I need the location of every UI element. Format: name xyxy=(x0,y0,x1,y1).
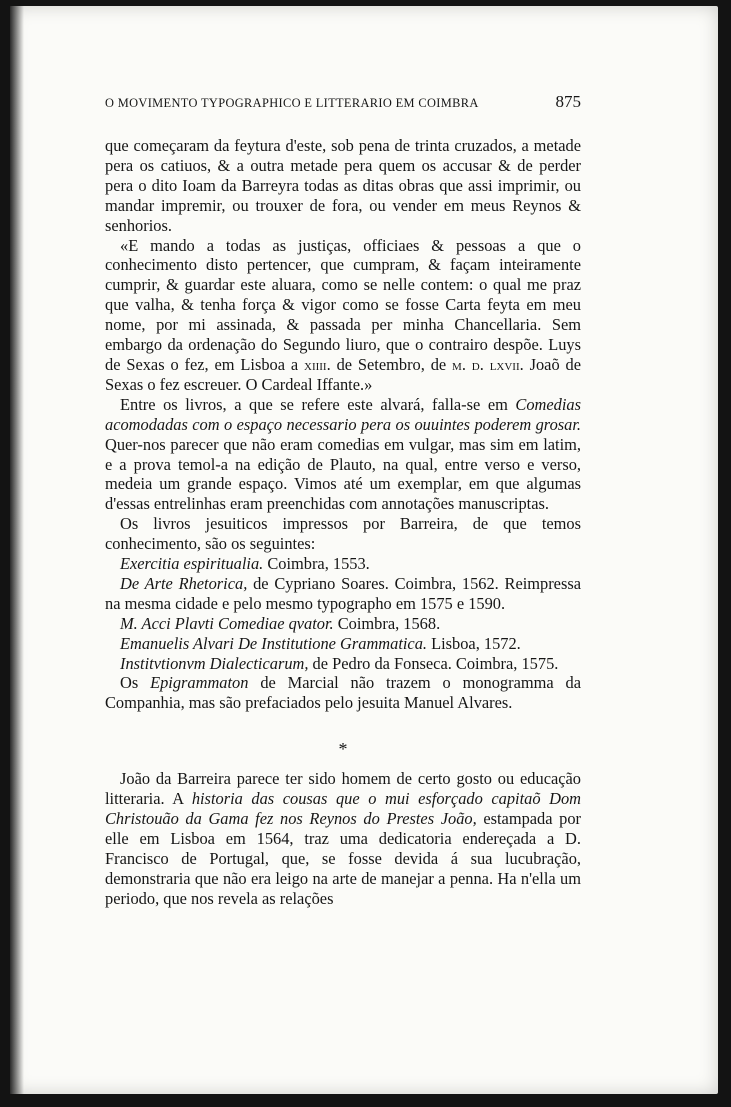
decree-roman-day: xiiii xyxy=(304,354,327,374)
historia-title: historia das cousas que o mui esforçado capitaõ Dom Christouão da Gama fez nos Reynos do Prestes João, xyxy=(105,789,581,829)
paragraph-barreira xyxy=(105,769,581,908)
page-number: 875 xyxy=(555,92,581,111)
text-body xyxy=(105,136,581,909)
epigrammaton-text: de Marcial não trazem o monogramma da Companhia, mas são prefaciados pelo jesuita Manuel Alvares. xyxy=(105,673,581,713)
bib-entry xyxy=(105,634,581,654)
decree-roman-year: m. d. lxvii xyxy=(452,354,520,374)
page-edge-shadow xyxy=(10,6,24,1094)
bib-details: de Cypriano Soares. Coimbra, 1562. Reimpressa na mesma cidade e pelo mesmo typographo em 1575 e 1590. xyxy=(105,573,581,613)
comedias-text: Quer-nos parecer que não eram comedias em vulgar, mas sim em latim, e a prova temol-a na edição de Plauto, na qual, entre verso e verso, medeia um grande espaço. Vimos até um exemplar, em que algumas d'essas entrelinhas eram preenchidas com annotações manuscriptas. xyxy=(105,434,581,514)
bib-entry xyxy=(105,574,581,614)
paragraph-decree xyxy=(105,236,581,395)
bib-title: Exercitia espiritualia. xyxy=(120,554,264,574)
barreira-intro: João da Barreira parece ter sido homem de certo gosto ou educação litteraria. A xyxy=(105,769,581,809)
paragraph-comedias xyxy=(105,395,581,514)
bib-details: Lisboa, 1572. xyxy=(427,633,521,653)
running-title: O MOVIMENTO TYPOGRAPHICO E LITTERARIO EM COIMBRA xyxy=(105,96,479,110)
decree-text: «E mando a todas as justiças, officiaes & pessoas a que o conhecimento disto pertencer, que cumpram, & façam inteiramente cumprir, & guardar este aluara, como se nelle contem: o qual me praz que valha, & tenha força & vigor como se fosse Carta feyta em meu nome, por mi assinada, & passada per minha Chancellaria. Sem embargo da ordenação do Segundo liuro, que o contrairo despõe. Luys de Sexas o fez, em Lisboa a xyxy=(105,235,581,374)
bib-entry xyxy=(105,554,581,574)
running-header xyxy=(105,92,581,120)
comedias-title: Comedias acomodadas com o espaço necessario pera os ouuintes poderem grosar. xyxy=(105,394,581,434)
page-content xyxy=(105,92,581,909)
bib-entry xyxy=(105,614,581,634)
barreira-text: estampada por elle em Lisboa em 1564, traz uma dedicatoria endereçada a D. Francisco de Portugal, que, se fosse devida á sua lucubração, demonstraria que não era leigo na arte de manejar a penna. Ha n'ella um periodo, que nos revela as relações xyxy=(105,809,581,908)
comedias-intro: Entre os livros, a que se refere este alvará, falla-se em xyxy=(120,394,516,414)
bib-details: Coimbra, 1568. xyxy=(333,613,441,633)
decree-signature: . Joaõ de Sexas o fez escreuer. O Cardeal Iffante.» xyxy=(105,354,581,394)
paragraph-continuation: que começaram da feytura d'este, sob pena de trinta cruzados, a metade pera os catiuos, & a outra metade pera quem os accusar & de perder pera o dito Ioam da Barreyra todas as ditas obras que assi imprimir, ou mandar impremir, ou trouxer de fora, ou vender em meus Reynos & senhorios. xyxy=(105,136,581,235)
paragraph-epigrammaton xyxy=(105,673,581,713)
bib-title: M. Acci Plavti Comediae qvator. xyxy=(120,613,334,633)
bib-title: De Arte Rhetorica, xyxy=(120,573,248,593)
epigrammaton-title: Epigrammaton xyxy=(150,673,249,693)
bib-title: Institvtionvm Dialecticarum, xyxy=(120,653,309,673)
decree-date-text: . de Setembro, de xyxy=(326,354,453,374)
epigrammaton-intro: Os xyxy=(120,673,151,693)
bib-entry xyxy=(105,654,581,674)
section-separator: * xyxy=(338,739,348,760)
bib-title: Emanuelis Alvari De Institutione Grammatica. xyxy=(120,633,427,653)
bib-details: de Pedro da Fonseca. Coimbra, 1575. xyxy=(308,653,559,673)
paragraph-jesuit-books: Os livros jesuiticos impressos por Barreira, de que temos conhecimento, são os seguintes: xyxy=(105,514,581,554)
bib-details: Coimbra, 1553. xyxy=(263,554,370,574)
